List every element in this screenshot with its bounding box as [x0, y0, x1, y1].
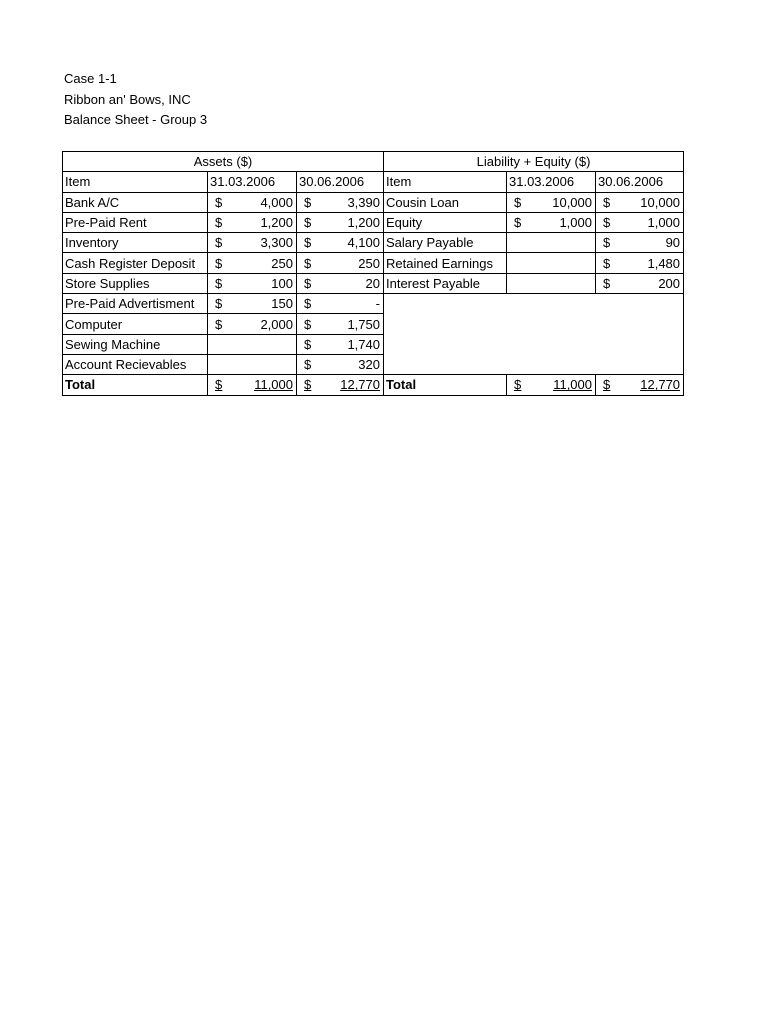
asset-amount-date2[interactable] — [297, 294, 384, 314]
currency-symbol: $ — [304, 255, 312, 271]
liability-amount-date2[interactable] — [596, 233, 684, 253]
asset-item-name[interactable]: Sewing Machine — [63, 334, 208, 354]
assets-col-date2[interactable]: 30.06.2006 — [297, 172, 384, 192]
assets-title[interactable]: Assets ($) — [63, 152, 384, 172]
liabilities-col-date2[interactable]: 30.06.2006 — [596, 172, 684, 192]
asset-amount-date2[interactable] — [297, 354, 384, 374]
asset-amount-date1[interactable] — [208, 233, 297, 253]
amount-value: 12,770 — [640, 377, 681, 393]
amount-value: 100 — [271, 275, 293, 291]
currency-symbol: $ — [215, 235, 223, 251]
currency-symbol: $ — [215, 255, 223, 271]
liability-amount-date2[interactable] — [596, 192, 684, 212]
liability-amount-date1[interactable] — [507, 273, 596, 293]
liabilities-col-date1[interactable]: 31.03.2006 — [507, 172, 596, 192]
table-row — [63, 294, 684, 314]
currency-symbol: $ — [304, 377, 312, 393]
currency-symbol: $ — [304, 235, 312, 251]
asset-amount-date2[interactable] — [297, 273, 384, 293]
table-row — [63, 233, 684, 253]
amount-value: 1,200 — [260, 215, 293, 231]
amount-value: 4,100 — [347, 235, 380, 251]
assets-col-date1[interactable]: 31.03.2006 — [208, 172, 297, 192]
amount-value: 1,200 — [347, 215, 380, 231]
liability-amount-date1[interactable] — [507, 212, 596, 232]
liability-item-name[interactable]: Equity — [384, 212, 507, 232]
asset-item-name[interactable]: Inventory — [63, 233, 208, 253]
case-title: Case 1-1 — [64, 71, 117, 86]
table-row — [63, 253, 684, 273]
amount-value: 10,000 — [552, 194, 592, 210]
asset-amount-date2[interactable] — [297, 192, 384, 212]
currency-symbol: $ — [514, 194, 522, 210]
sheet-title: Balance Sheet - Group 3 — [64, 112, 208, 127]
currency-symbol: $ — [215, 316, 223, 332]
amount-value: 3,390 — [347, 194, 380, 210]
asset-item-name[interactable]: Cash Register Deposit — [63, 253, 208, 273]
section-title-row — [63, 152, 684, 172]
amount-value: - — [375, 296, 380, 312]
asset-item-name[interactable]: Store Supplies — [63, 273, 208, 293]
liability-item-name[interactable]: Interest Payable — [384, 273, 507, 293]
amount-value: 2,000 — [260, 316, 293, 332]
amount-value: 1,000 — [559, 215, 592, 231]
assets-col-item[interactable]: Item — [63, 172, 208, 192]
liability-amount-date2[interactable] — [596, 212, 684, 232]
asset-amount-date2[interactable] — [297, 334, 384, 354]
currency-symbol: $ — [215, 275, 223, 291]
amount-value: 200 — [658, 275, 681, 291]
liabilities-total-label[interactable]: Total — [384, 375, 507, 395]
asset-amount-date1[interactable] — [208, 273, 297, 293]
amount-value: 320 — [358, 357, 380, 373]
asset-item-name[interactable]: Pre-Paid Advertisment — [63, 294, 208, 314]
currency-symbol: $ — [215, 377, 223, 393]
amount-value: 250 — [271, 255, 293, 271]
currency-symbol: $ — [603, 255, 611, 271]
asset-amount-date1[interactable] — [208, 253, 297, 273]
liability-amount-date2[interactable] — [596, 273, 684, 293]
assets-total-date2[interactable] — [297, 375, 384, 395]
asset-amount-date1[interactable] — [208, 192, 297, 212]
currency-symbol: $ — [304, 316, 312, 332]
table-row — [63, 273, 684, 293]
assets-total-date1[interactable] — [208, 375, 297, 395]
currency-symbol: $ — [215, 296, 223, 312]
currency-symbol: $ — [304, 215, 312, 231]
currency-symbol: $ — [603, 235, 611, 251]
currency-symbol: $ — [215, 215, 223, 231]
company-name: Ribbon an' Bows, INC — [64, 91, 191, 107]
amount-value: 11,000 — [254, 377, 293, 393]
asset-amount-date2[interactable] — [297, 233, 384, 253]
amount-value: 1,750 — [347, 316, 380, 332]
asset-amount-date2[interactable] — [297, 253, 384, 273]
amount-value: 250 — [358, 255, 380, 271]
liability-amount-date1[interactable] — [507, 233, 596, 253]
currency-symbol: $ — [215, 194, 223, 210]
amount-value: 1,740 — [347, 336, 380, 352]
liability-item-name[interactable]: Salary Payable — [384, 233, 507, 253]
asset-amount-date1[interactable] — [208, 314, 297, 334]
currency-symbol: $ — [603, 194, 611, 210]
amount-value: 10,000 — [640, 194, 681, 210]
asset-item-name[interactable]: Account Recievables — [63, 354, 208, 374]
asset-amount-date1[interactable] — [208, 212, 297, 232]
liability-item-name[interactable]: Cousin Loan — [384, 192, 507, 212]
liabilities-total-date2[interactable] — [596, 375, 684, 395]
amount-value: 4,000 — [260, 194, 293, 210]
amount-value: 1,480 — [647, 255, 681, 271]
currency-symbol: $ — [304, 296, 312, 312]
assets-total-label[interactable]: Total — [63, 375, 208, 395]
asset-item-name[interactable]: Pre-Paid Rent — [63, 212, 208, 232]
asset-item-name[interactable]: Bank A/C — [63, 192, 208, 212]
liabilities-title[interactable]: Liability + Equity ($) — [384, 152, 684, 172]
table-row — [63, 212, 684, 232]
table-row — [63, 192, 684, 212]
liabilities-col-item[interactable]: Item — [384, 172, 507, 192]
asset-amount-date1[interactable] — [208, 334, 297, 354]
empty-block — [384, 294, 684, 375]
liability-amount-date1[interactable] — [507, 192, 596, 212]
amount-value: 90 — [665, 235, 681, 251]
currency-symbol: $ — [603, 215, 611, 231]
column-header-row — [63, 172, 684, 192]
asset-amount-date1[interactable] — [208, 294, 297, 314]
liability-item-name[interactable]: Retained Earnings — [384, 253, 507, 273]
currency-symbol: $ — [514, 377, 522, 393]
currency-symbol: $ — [603, 377, 611, 393]
currency-symbol: $ — [304, 194, 312, 210]
balance-sheet-table — [62, 151, 684, 396]
amount-value: 3,300 — [260, 235, 293, 251]
currency-symbol: $ — [304, 336, 312, 352]
currency-symbol: $ — [304, 275, 312, 291]
amount-value: 1,000 — [647, 215, 681, 231]
asset-amount-date2[interactable] — [297, 212, 384, 232]
amount-value: 12,770 — [340, 377, 380, 393]
sheet-header — [64, 69, 207, 131]
total-row — [63, 375, 684, 395]
liability-amount-date1[interactable] — [507, 253, 596, 273]
liability-amount-date2[interactable] — [596, 253, 684, 273]
asset-item-name[interactable]: Computer — [63, 314, 208, 334]
amount-value: 11,000 — [553, 377, 592, 393]
amount-value: 20 — [365, 275, 380, 291]
amount-value: 150 — [271, 296, 293, 312]
currency-symbol: $ — [603, 275, 611, 291]
currency-symbol: $ — [304, 357, 312, 373]
asset-amount-date2[interactable] — [297, 314, 384, 334]
asset-amount-date1[interactable] — [208, 354, 297, 374]
liabilities-total-date1[interactable] — [507, 375, 596, 395]
currency-symbol: $ — [514, 215, 522, 231]
